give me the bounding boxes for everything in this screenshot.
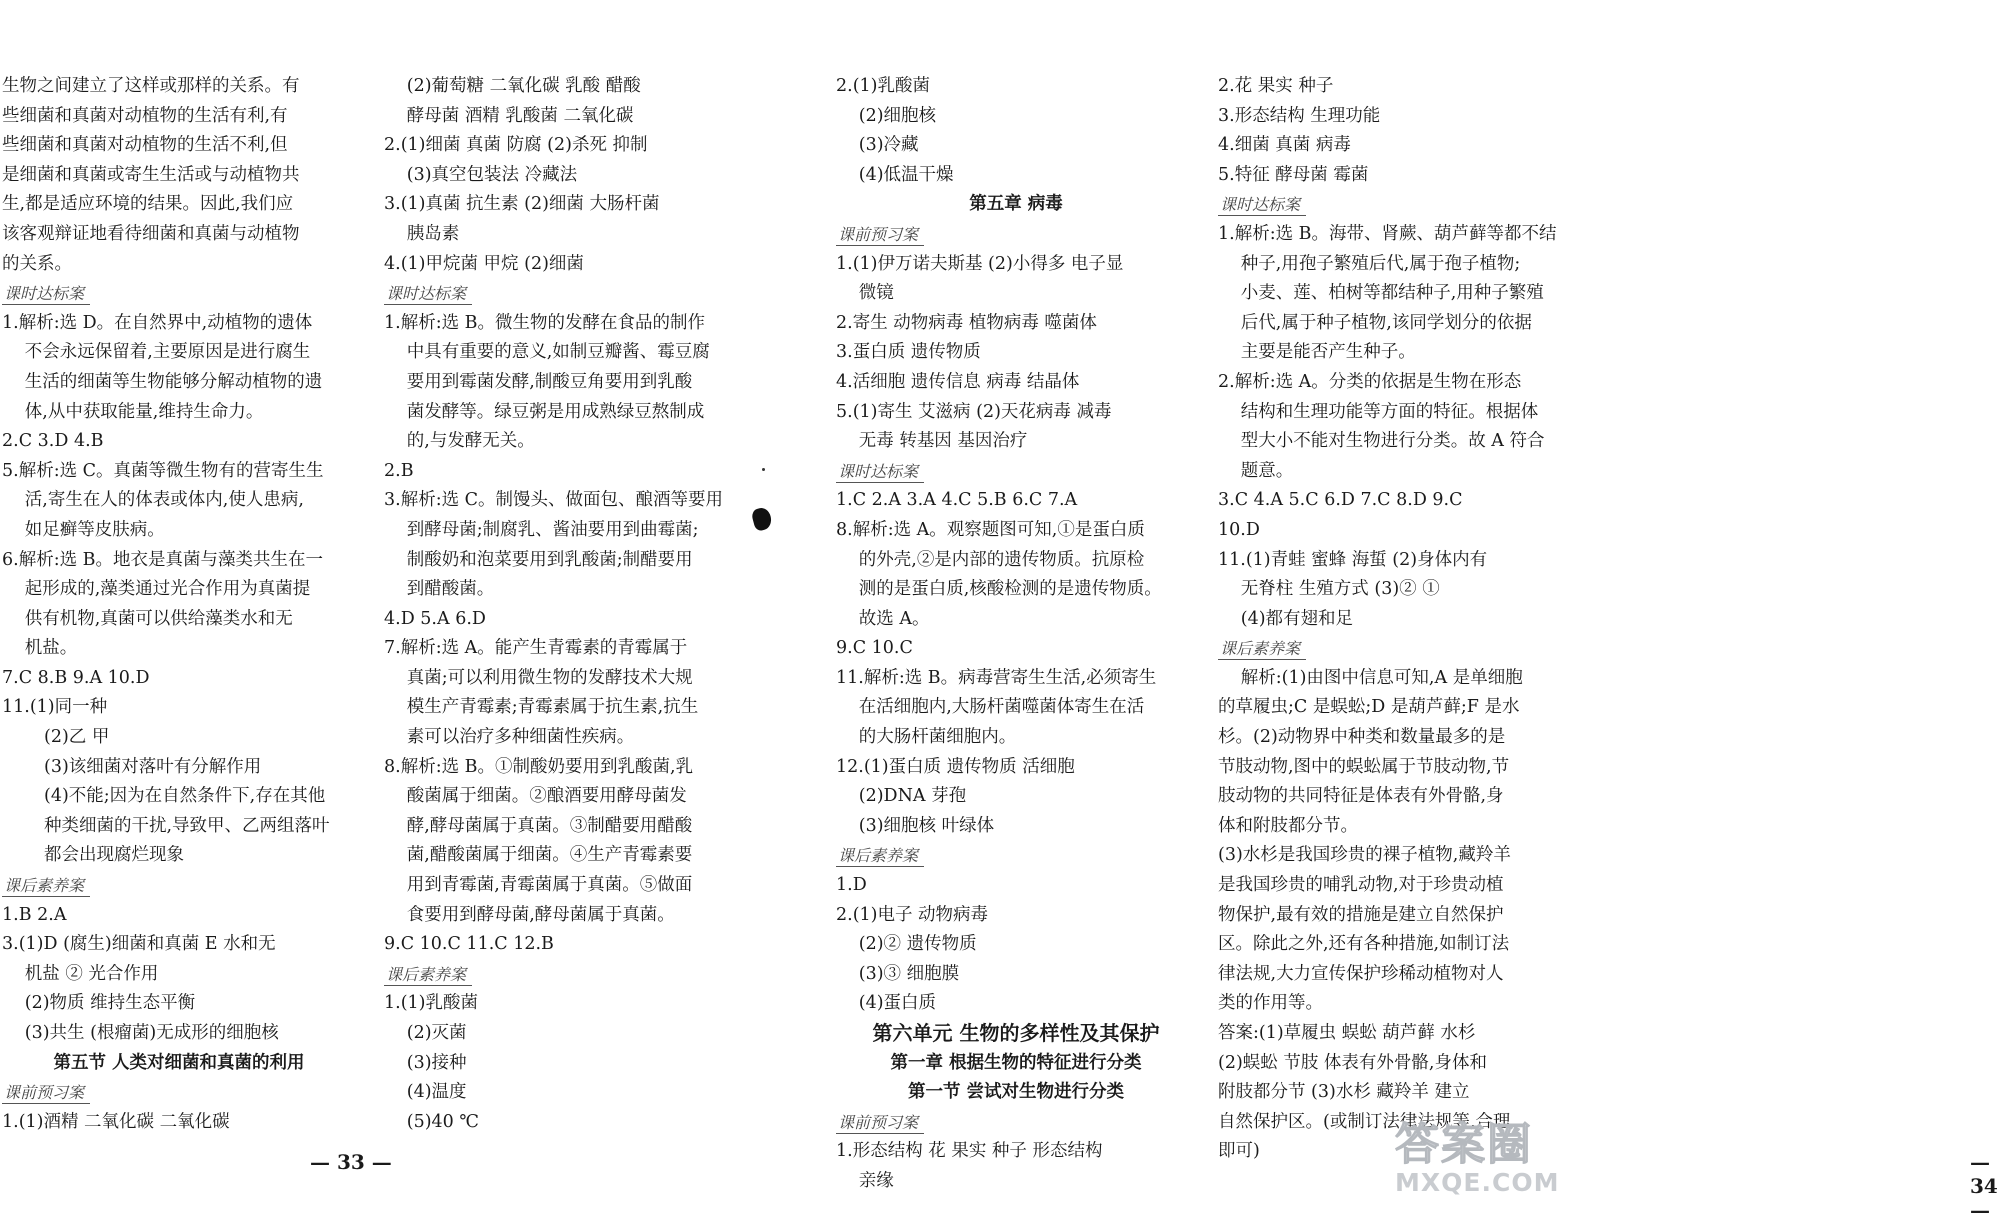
- text-line: 3.C 4.A 5.C 6.D 7.C 8.D 9.C: [1218, 490, 1463, 511]
- text-line: 中具有重要的意义,如制豆瓣酱、霉豆腐: [406, 342, 710, 363]
- text-line: 酵,酵母菌属于真菌。③制醋要用醋酸: [406, 815, 693, 836]
- text-line: 不会永远保留着,主要原因是进行腐生: [24, 342, 311, 363]
- section-label: [836, 841, 1196, 871]
- text-line: 2.花 果实 种子: [1218, 76, 1334, 96]
- text-line: 结构和生理功能等方面的特征。根据体: [1240, 401, 1539, 422]
- section-label-text: 课前预习案: [2, 1083, 90, 1104]
- page-right: [820, 0, 1998, 1232]
- text-line: 1.C 2.A 3.A 4.C 5.B 6.C 7.A: [836, 490, 1078, 511]
- text-line: 该客观辩证地看待细菌和真菌与动植物: [2, 223, 300, 244]
- text-line: 种子,用孢子繁殖后代,属于孢子植物;: [1240, 253, 1521, 274]
- text-line: 附肢都分节 (3)水杉 藏羚羊 建立: [1218, 1082, 1470, 1103]
- text-line: 2.解析:选 A。分类的依据是生物在形态: [1218, 371, 1522, 392]
- text-line: 2.C 3.D 4.B: [2, 431, 104, 452]
- text-line: 食要用到酵母菌,酵母菌属于真菌。: [406, 904, 675, 925]
- text-line: 如足癣等皮肤病。: [24, 519, 165, 540]
- answer-column-4: [1218, 72, 1580, 1167]
- text-line: (3)真空包装法 冷藏法: [406, 164, 578, 185]
- text-line: (2)细胞核: [858, 105, 937, 126]
- text-line: 型大小不能对生物进行分类。故 A 符合: [1240, 431, 1545, 452]
- section-label-text: 课后素养案: [384, 965, 472, 986]
- text-line: 起形成的,藻类通过光合作用为真菌提: [24, 579, 311, 600]
- text-line: 2.(1)乳酸菌: [836, 76, 930, 96]
- text-line: 些细菌和真菌对动植物的生活不利,但: [2, 135, 288, 156]
- section-label: [2, 1078, 356, 1108]
- text-line: 故选 A。: [858, 608, 930, 629]
- section-label: [384, 279, 736, 309]
- watermark-url: MXQE.COM: [1395, 1168, 1560, 1197]
- text-line: 1.解析:选 D。在自然界中,动植物的遗体: [2, 312, 313, 333]
- text-line: 无脊柱 生殖方式 (3)② ①: [1240, 579, 1440, 600]
- text-line: 微镜: [858, 283, 894, 304]
- text-line: 是细菌和真菌或寄生生活或与动植物共: [2, 164, 300, 185]
- page-number-left: — 33 —: [310, 1150, 392, 1174]
- text-line: 体,从中获取能量,维持生命力。: [24, 401, 264, 422]
- text-line: 的草履虫;C 是蜈蚣;D 是葫芦藓;F 是水: [1218, 697, 1520, 718]
- answer-column-2: [384, 72, 736, 1137]
- text-line: (2)葡萄糖 二氧化碳 乳酸 醋酸: [406, 76, 641, 96]
- text-line: 答案:(1)草履虫 蜈蚣 葫芦藓 水杉: [1218, 1023, 1476, 1043]
- text-line: 节肢动物,图中的蜈蚣属于节肢动物,节: [1218, 756, 1510, 777]
- text-line: 自然保护区。(或制订法律法规等,合理: [1218, 1111, 1511, 1132]
- text-line: 制酸奶和泡菜要用到乳酸菌;制醋要用: [406, 549, 693, 570]
- text-line: 5.特征 酵母菌 霉菌: [1218, 164, 1369, 185]
- text-line: 胰岛素: [406, 223, 460, 244]
- text-line: (3)③ 细胞膜: [858, 963, 960, 984]
- text-line: 在活细胞内,大肠杆菌噬菌体寄生在活: [858, 697, 1145, 718]
- text-line: 的关系。: [2, 253, 72, 274]
- section-label-text: 课时达标案: [384, 284, 472, 305]
- text-line: 11.(1)青蛙 蜜蜂 海蜇 (2)身体内有: [1218, 549, 1488, 570]
- section-label-text: 课时达标案: [2, 284, 90, 305]
- text-line: 肢动物的共同特征是体表有外骨骼,身: [1218, 786, 1504, 807]
- text-line: (4)不能;因为在自然条件下,存在其他: [44, 786, 326, 807]
- text-line: 7.C 8.B 9.A 10.D: [2, 667, 150, 688]
- text-line: 10.D: [1218, 519, 1260, 540]
- scan-speck: [762, 468, 765, 471]
- text-line: 题意。: [1240, 460, 1294, 481]
- text-line: 活,寄生在人的体表或体内,使人患病,: [24, 490, 304, 511]
- text-line: 后代,属于种子植物,该同学划分的依据: [1240, 312, 1532, 333]
- text-line: 2.寄生 动物病毒 植物病毒 噬菌体: [836, 312, 1097, 333]
- text-line: 的外壳,②是内部的遗传物质。抗原检: [858, 549, 1145, 570]
- text-line: 11.(1)同一种: [2, 697, 108, 718]
- chapter-heading: 第一章 根据生物的特征进行分类: [890, 1052, 1142, 1073]
- text-line: 类的作用等。: [1218, 993, 1323, 1014]
- text-line: 到醋酸菌。: [406, 579, 495, 600]
- chapter-heading: 第一节 尝试对生物进行分类: [907, 1082, 1125, 1103]
- text-line: (4)都有翅和足: [1240, 608, 1354, 629]
- text-line: 2.(1)电子 动物病毒: [836, 904, 989, 925]
- text-line: (2)DNA 芽孢: [858, 786, 967, 807]
- text-line: 2.B: [384, 460, 414, 481]
- text-line: 1.解析:选 B。海带、肾蕨、葫芦藓等都不结: [1218, 223, 1557, 244]
- text-line: 无毒 转基因 基因治疗: [858, 431, 1028, 452]
- text-line: 的大肠杆菌细胞内。: [858, 727, 1017, 748]
- text-line: 3.形态结构 生理功能: [1218, 105, 1381, 126]
- text-line: 是我国珍贵的哺乳动物,对于珍贵动植: [1218, 875, 1504, 896]
- text-line: 供有机物,真菌可以供给藻类水和无: [24, 608, 293, 629]
- text-line: 6.解析:选 B。地衣是真菌与藻类共生在一: [2, 549, 324, 570]
- chapter-heading: 第六单元 生物的多样性及其保护: [872, 1021, 1160, 1045]
- answer-column-1: [2, 72, 356, 1137]
- chapter-heading: 第五章 病毒: [969, 194, 1063, 215]
- text-line: 7.解析:选 A。能产生青霉素的青霉属于: [384, 638, 688, 659]
- text-line: (2)乙 甲: [44, 727, 110, 748]
- text-line: 测的是蛋白质,核酸检测的是遗传物质。: [858, 579, 1162, 600]
- section-label-text: 课时达标案: [1218, 195, 1306, 216]
- text-line: 3.解析:选 C。制馒头、做面包、酿酒等要用: [384, 490, 724, 511]
- text-line: 5.(1)寄生 艾滋病 (2)天花病毒 减毒: [836, 401, 1112, 422]
- text-line: 1.(1)乳酸菌: [384, 993, 478, 1014]
- text-line: 酵母菌 酒精 乳酸菌 二氧化碳: [406, 105, 634, 126]
- text-line: 区。除此之外,还有各种措施,如制订法: [1218, 934, 1510, 955]
- text-line: (4)低温干燥: [858, 164, 954, 185]
- text-line: 3.(1)D (腐生)细菌和真菌 E 水和无: [2, 934, 276, 955]
- text-line: 11.解析:选 B。病毒营寄生生活,必须寄生: [836, 667, 1157, 688]
- text-line: 真菌;可以利用微生物的发酵技术大规: [406, 667, 693, 688]
- text-line: 素可以治疗多种细菌性疾病。: [406, 727, 635, 748]
- text-line: 菌,醋酸菌属于细菌。④生产青霉素要: [406, 845, 693, 866]
- text-line: 4.细菌 真菌 病毒: [1218, 135, 1351, 156]
- section-label-text: 课后素养案: [2, 876, 90, 897]
- text-line: 都会出现腐烂现象: [44, 845, 184, 866]
- text-line: 要用到霉菌发酵,制酸豆角要用到乳酸: [406, 371, 693, 392]
- text-line: 解析:(1)由图中信息可知,A 是单细胞: [1240, 667, 1523, 688]
- text-line: 即可): [1218, 1141, 1260, 1162]
- text-line: 12.(1)蛋白质 遗传物质 活细胞: [836, 756, 1075, 777]
- text-line: (3)水杉是我国珍贵的裸子植物,藏羚羊: [1218, 845, 1511, 866]
- text-line: 酸菌属于细菌。②酿酒要用酵母菌发: [406, 786, 687, 807]
- text-line: (4)温度: [406, 1082, 467, 1103]
- section-label: [836, 220, 1196, 250]
- page-left: [0, 0, 790, 1232]
- text-line: 生,都是适应环境的结果。因此,我们应: [2, 194, 294, 215]
- text-line: 8.解析:选 B。①制酸奶要用到乳酸菌,乳: [384, 756, 694, 777]
- text-line: (2)物质 维持生态平衡: [24, 993, 196, 1014]
- page-number-right: — 34 —: [1970, 1150, 1998, 1222]
- text-line: 机盐。: [24, 638, 78, 659]
- text-line: 1.D: [836, 875, 867, 896]
- text-line: (3)共生 (根瘤菌)无成形的细胞核: [24, 1023, 279, 1043]
- text-line: 体和附肢都分节。: [1218, 815, 1358, 836]
- text-line: 9.C 10.C 11.C 12.B: [384, 934, 554, 955]
- section-label: [2, 871, 356, 901]
- text-line: 1.(1)伊万诺夫斯基 (2)小得多 电子显: [836, 253, 1124, 274]
- text-line: 2.(1)细菌 真菌 防腐 (2)杀死 抑制: [384, 135, 648, 156]
- section-label-text: 课后素养案: [836, 846, 924, 867]
- text-line: 生物之间建立了这样或那样的关系。有: [2, 76, 300, 96]
- text-line: 3.蛋白质 遗传物质: [836, 342, 981, 363]
- text-line: 9.C 10.C: [836, 638, 913, 659]
- text-line: (2)蜈蚣 节肢 体表有外骨骼,身体和: [1218, 1052, 1487, 1073]
- text-line: (3)冷藏: [858, 135, 919, 156]
- text-line: 用到青霉菌,青霉菌属于真菌。⑤做面: [406, 875, 693, 896]
- site-watermark: [1395, 1108, 1595, 1223]
- text-line: 1.B 2.A: [2, 904, 67, 925]
- section-label: [1218, 634, 1580, 664]
- text-line: (2)灭菌: [406, 1023, 467, 1043]
- text-line: 物保护,最有效的措施是建立自然保护: [1218, 904, 1504, 925]
- text-line: (3)该细菌对落叶有分解作用: [44, 756, 262, 777]
- text-line: 亲缘: [858, 1170, 894, 1191]
- text-line: (2)② 遗传物质: [858, 934, 977, 955]
- section-label: [1218, 190, 1580, 220]
- text-line: 4.(1)甲烷菌 甲烷 (2)细菌: [384, 253, 584, 274]
- text-line: 到酵母菌;制腐乳、酱油要用到曲霉菌;: [406, 519, 699, 540]
- text-line: 1.形态结构 花 果实 种子 形态结构: [836, 1141, 1103, 1162]
- text-line: 些细菌和真菌对动植物的生活有利,有: [2, 105, 288, 126]
- section-label: [384, 960, 736, 990]
- text-line: 的,与发酵无关。: [406, 431, 535, 452]
- text-line: 1.解析:选 B。微生物的发酵在食品的制作: [384, 312, 706, 333]
- text-line: 生活的细菌等生物能够分解动植物的遗: [24, 371, 323, 392]
- text-line: 种类细菌的干扰,导致甲、乙两组落叶: [44, 815, 330, 836]
- text-line: 主要是能否产生种子。: [1240, 342, 1416, 363]
- text-line: 4.D 5.A 6.D: [384, 608, 486, 629]
- answer-column-3: [836, 72, 1196, 1197]
- text-line: 模生产青霉素;青霉素属于抗生素,抗生: [406, 697, 699, 718]
- text-line: 5.解析:选 C。真菌等微生物有的营寄生生: [2, 460, 324, 481]
- text-line: (5)40 ℃: [406, 1111, 479, 1132]
- section-label: [2, 279, 356, 309]
- text-line: (4)蛋白质: [858, 993, 937, 1014]
- section-label: [836, 457, 1196, 487]
- text-line: 4.活细胞 遗传信息 病毒 结晶体: [836, 371, 1080, 392]
- section-label-text: 课后素养案: [1218, 639, 1306, 660]
- text-line: 8.解析:选 A。观察题图可知,①是蛋白质: [836, 519, 1145, 540]
- chapter-heading: 第五节 人类对细菌和真菌的利用: [53, 1052, 305, 1073]
- section-label-text: 课前预习案: [836, 1113, 924, 1134]
- text-line: 小麦、莲、柏树等都结种子,用种子繁殖: [1240, 283, 1544, 304]
- section-label-text: 课前预习案: [836, 225, 924, 246]
- section-label-text: 课时达标案: [836, 462, 924, 483]
- text-line: 1.(1)酒精 二氧化碳 二氧化碳: [2, 1111, 230, 1132]
- watermark-logo: 答案圈: [1395, 1119, 1533, 1170]
- text-line: (3)细胞核 叶绿体: [858, 815, 995, 836]
- text-line: 杉。(2)动物界中种类和数量最多的是: [1218, 727, 1506, 748]
- text-line: 律法规,大力宣传保护珍稀动植物对人: [1218, 963, 1504, 984]
- text-line: (3)接种: [406, 1052, 467, 1073]
- text-line: 3.(1)真菌 抗生素 (2)细菌 大肠杆菌: [384, 194, 660, 215]
- text-line: 菌发酵等。绿豆粥是用成熟绿豆熬制成: [406, 401, 705, 422]
- text-line: 机盐 ② 光合作用: [24, 963, 159, 984]
- section-label: [836, 1108, 1196, 1138]
